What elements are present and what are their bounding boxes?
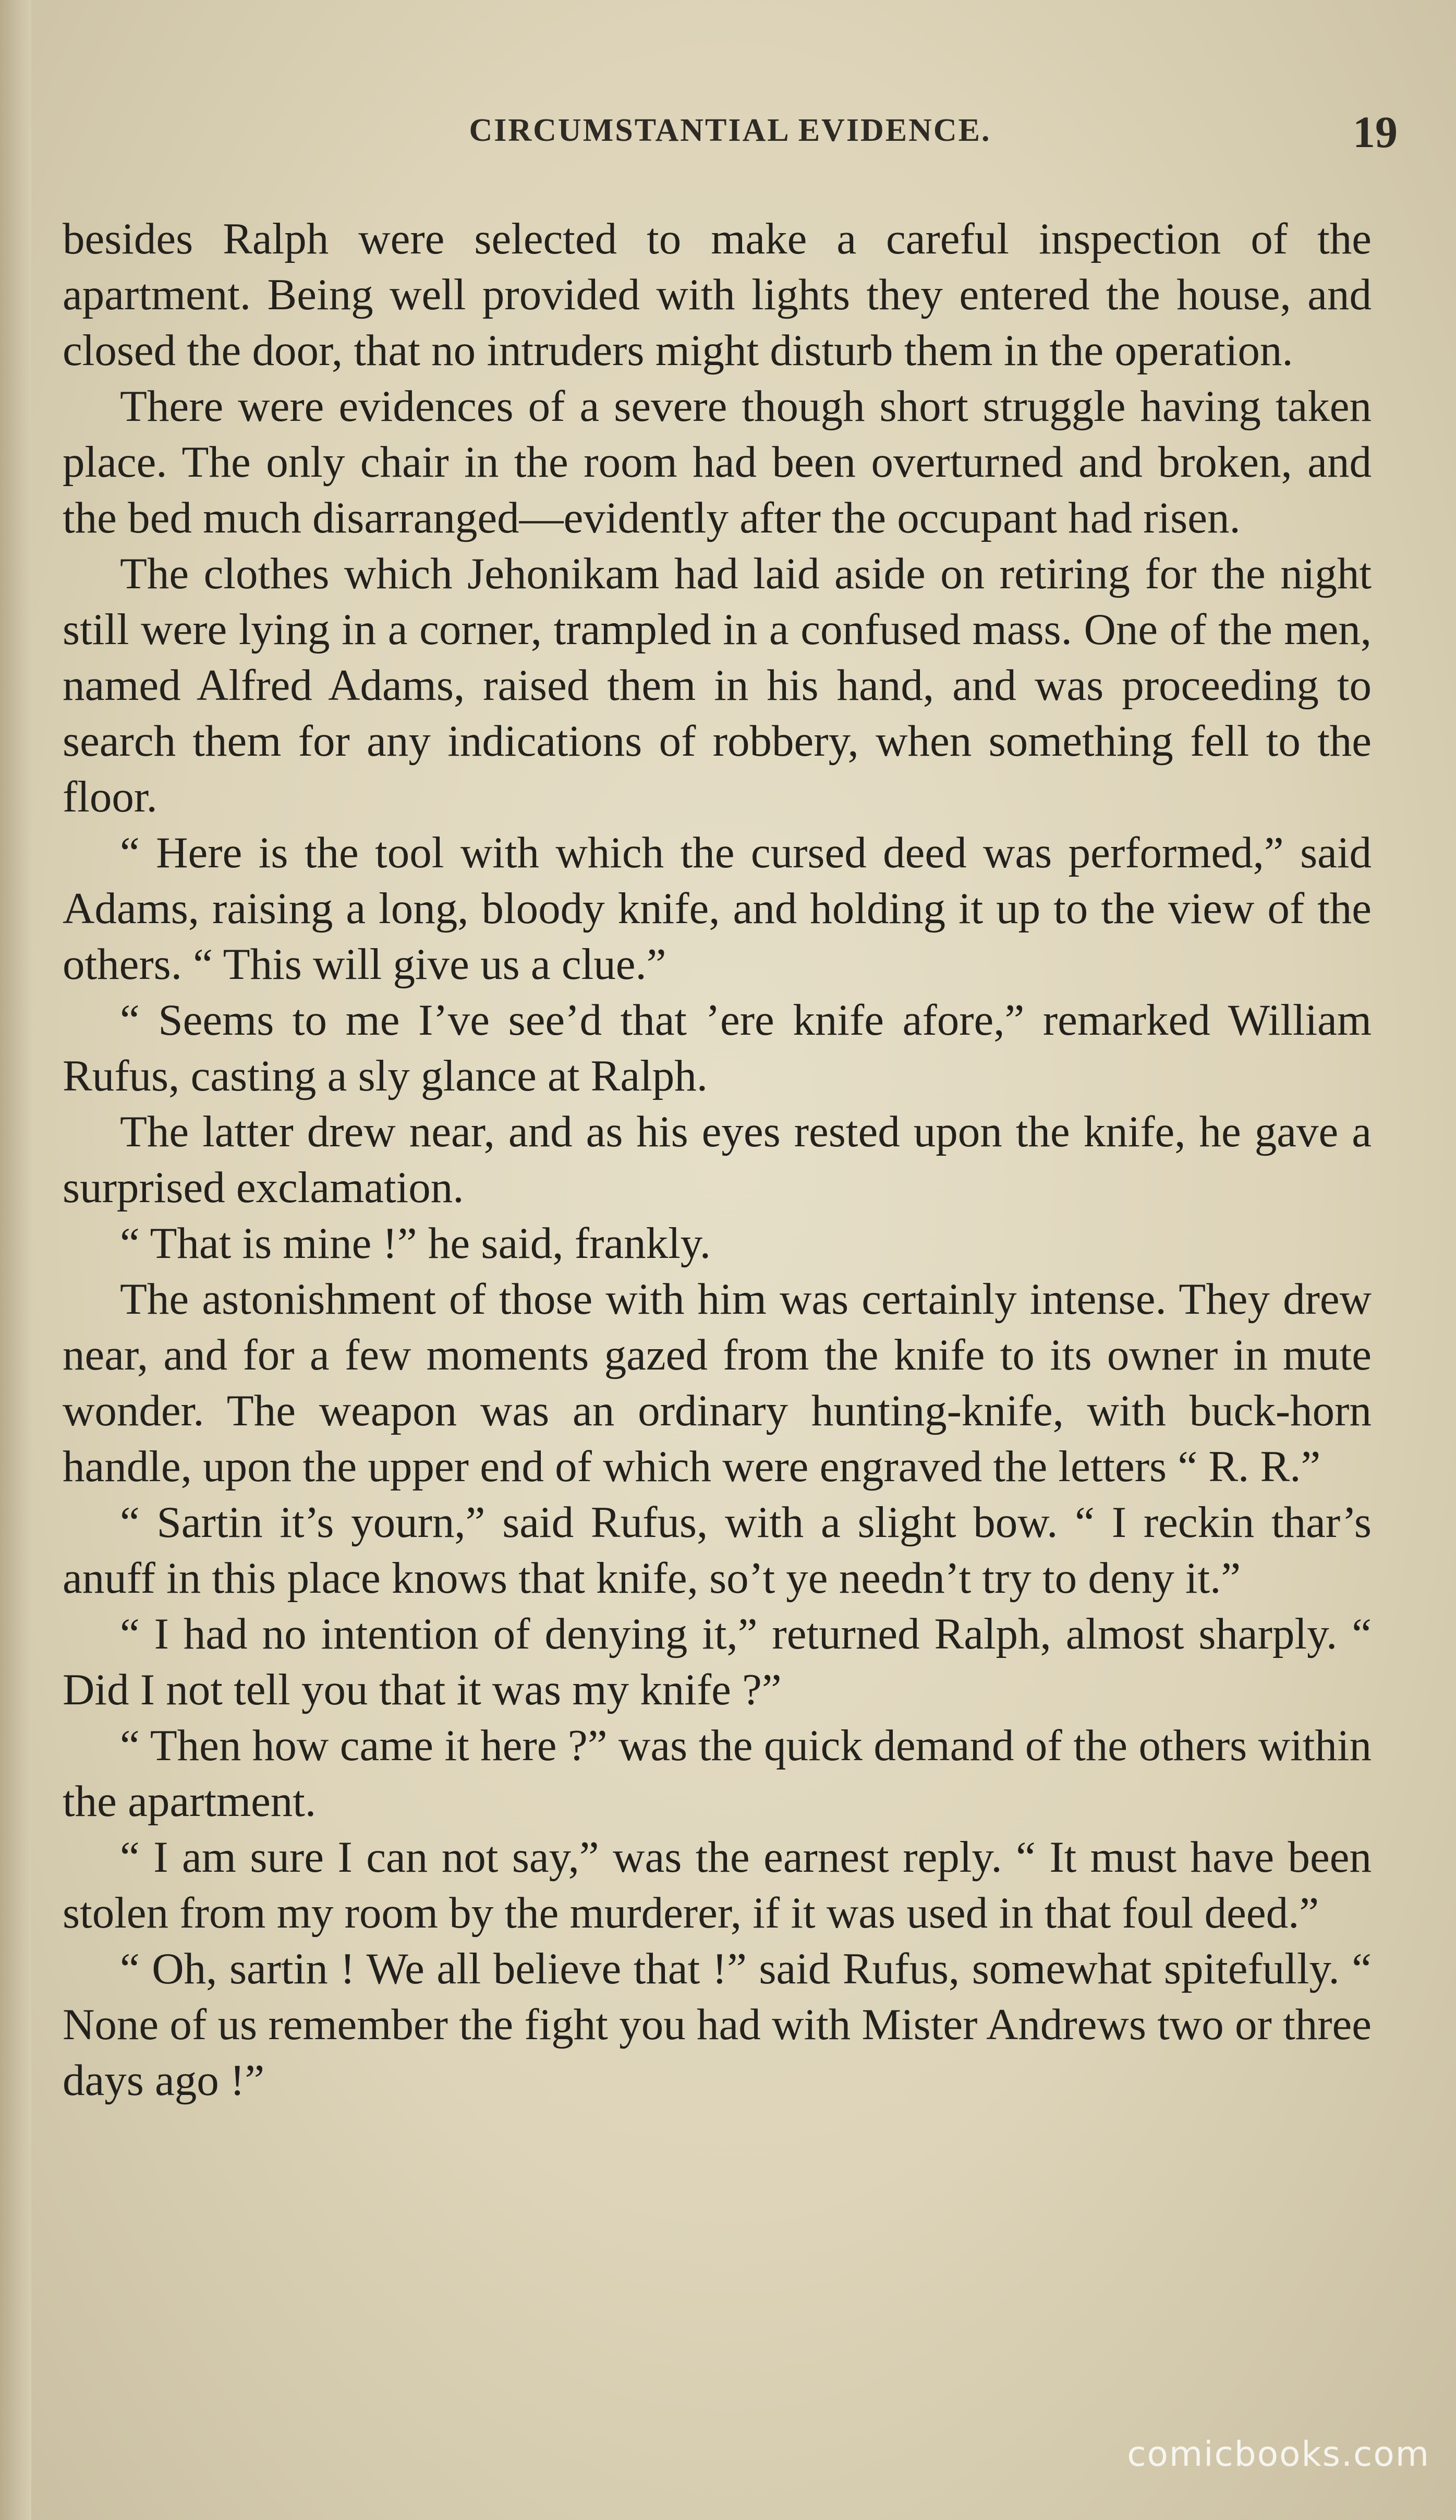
paragraph: “ Then how came it here ?” was the quick demand of the others within the apartment.: [63, 1721, 1372, 1826]
page-number: 19: [1353, 107, 1398, 157]
paragraph: The latter drew near, and as his eyes rested upon the knife, he gave a surprised exclamation.: [63, 1107, 1372, 1212]
paragraph: “ I am sure I can not say,” was the earnest reply. “ It must have been stolen from my room by the murderer, if it was used in that foul deed.”: [63, 1833, 1372, 1937]
paragraph: The clothes which Jehonikam had laid aside on retiring for the night still were lying in a corner, trampled in a confused mass. One of the men, named Alfred Adams, raised them in his hand, and was proceeding to search them for any indications of robbery, when something fell to the floor.: [63, 549, 1372, 821]
page-edge-shadow: [0, 0, 31, 2520]
page-header: [63, 107, 1398, 175]
paragraph: “ Oh, sartin ! We all believe that !” said Rufus, somewhat spitefully. “ None of us remember the fight you had with Mister Andrews two or three days ago !”: [63, 1944, 1372, 2105]
paragraph: “ Sartin it’s yourn,” said Rufus, with a slight bow. “ I reckin thar’s anuff in this place knows that knife, so’t ye needn’t try to deny it.”: [63, 1498, 1372, 1603]
running-head: CIRCUMSTANTIAL EVIDENCE.: [469, 113, 991, 148]
paragraph: There were evidences of a severe though short struggle having taken place. The only chair in the room had been overturned and broken, and the bed much disarranged—evidently after the occupant had risen.: [63, 382, 1372, 542]
paragraph: besides Ralph were selected to make a careful inspection of the apartment. Being well provided with lights they entered the house, and closed the door, that no intruders might disturb them in the operation.: [63, 214, 1372, 375]
paragraph: The astonishment of those with him was certainly intense. They drew near, and for a few moments gazed from the knife to its owner in mute wonder. The weapon was an ordinary hunting-knife, with buck-horn handle, upon the upper end of which were engraved the letters “ R. R.”: [63, 1275, 1372, 1491]
paragraph: “ Here is the tool with which the cursed deed was performed,” said Adams, raising a long, bloody knife, and holding it up to the view of the others. “ This will give us a clue.”: [63, 828, 1372, 989]
paragraph: “ Seems to me I’ve see’d that ’ere knife afore,” remarked William Rufus, casting a sly glance at Ralph.: [63, 996, 1372, 1100]
site-watermark: comicbooks.com: [1127, 2434, 1430, 2474]
body-text: [63, 211, 1372, 2109]
paragraph: “ That is mine !” he said, frankly.: [120, 1219, 711, 1268]
paragraph: “ I had no intention of denying it,” returned Ralph, almost sharply. “ Did I not tell you that it was my knife ?”: [63, 1609, 1372, 1714]
